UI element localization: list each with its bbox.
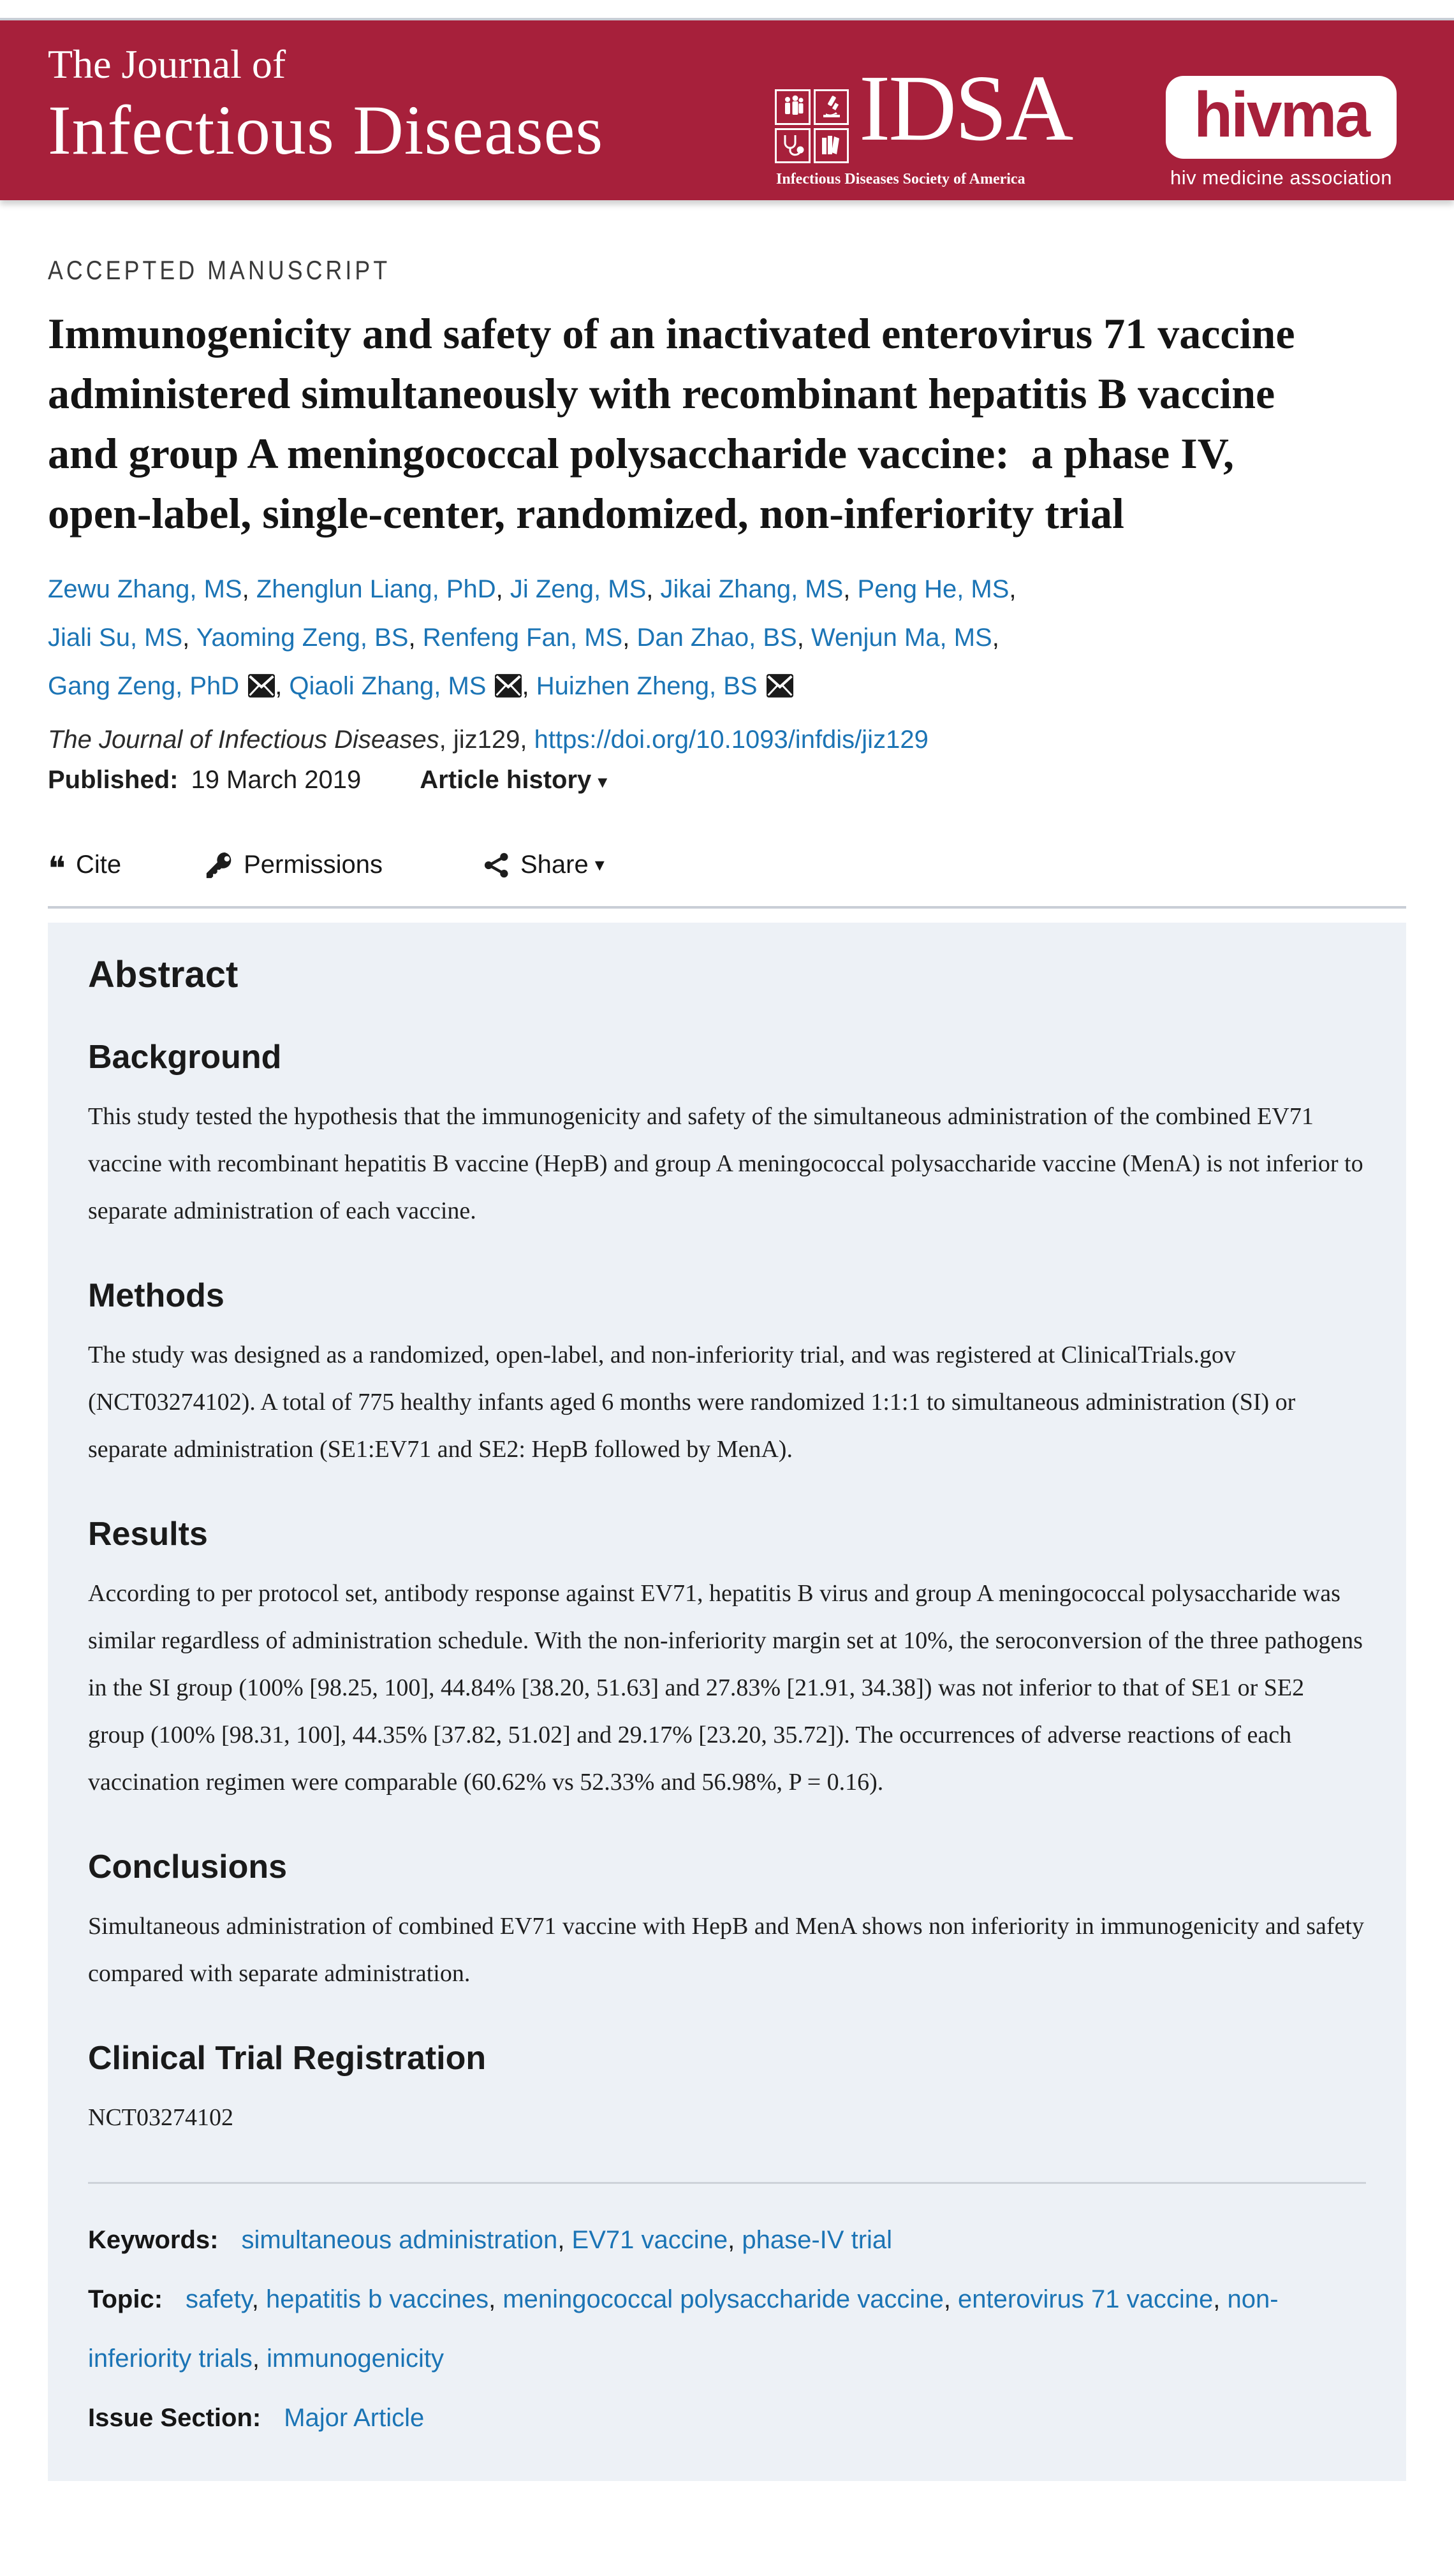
abstract-box [48, 923, 1406, 2481]
author-separator: , [843, 575, 858, 603]
tag-separator: , [488, 2285, 503, 2313]
keywords-row [88, 2211, 1366, 2270]
author-separator: , [496, 575, 510, 603]
issue-section-links [284, 2404, 424, 2432]
hivma-logo-box [1166, 76, 1397, 159]
idsa-books-icon [814, 128, 849, 164]
author-list [48, 565, 1406, 710]
email-icon[interactable] [495, 674, 522, 698]
article-history-toggle[interactable]: Article history ▾ [420, 766, 608, 794]
section-paragraph: According to per protocol set, antibody response against EV71, hepatitis B virus and group A meningococcal polysaccharide was similar regardless of administration schedule. With the non-inferiority margin set at 10%, the seroconversion of the three pathogens in the SI group (100% [98.25, 100], 44.84% [38.20, 51.63] and 27.83% [21.91, 34.38]) was not inferior to that of SE1 or SE2 group (100% [98.31, 100], 44.35% [37.82, 51.02] and 29.17% [23.20, 35.72]). The occurrences of adverse reactions of each vaccination regimen were comparable (60.62% vs 52.33% and 56.98%, P = 0.16). [88, 1580, 1363, 1796]
author-separator: , [797, 624, 811, 652]
section-paragraph: NCT03274102 [88, 2104, 233, 2131]
author-separator: , [992, 624, 999, 652]
topic-row [88, 2270, 1366, 2389]
idsa-acronym: IDSA [859, 56, 1072, 161]
email-icon[interactable] [248, 674, 275, 698]
section-paragraph: The study was designed as a randomized, open-label, and non-inferiority trial, and was registered at ClinicalTrials.gov (NCT03274102). A total of 775 healthy infants aged 6 months were randomized 1:1:1 to simultaneous administration (SI) or separate administration (SE1:EV71 and SE2: HepB followed by MenA). [88, 1342, 1296, 1463]
idsa-microscope-icon [814, 89, 849, 125]
issue-section-label: Issue Section: [88, 2404, 261, 2432]
top-whitespace-bar [0, 0, 1454, 20]
hivma-tagline: hiv medicine association [1170, 166, 1392, 189]
author-separator: , [182, 624, 196, 652]
author-link[interactable]: Yaoming Zeng, BS [196, 624, 409, 652]
author-link[interactable]: Ji Zeng, MS [510, 575, 647, 603]
author-link[interactable]: Qiaoli Zhang, MS [289, 672, 487, 700]
share-button[interactable] [483, 851, 605, 879]
author-link[interactable]: Jikai Zhang, MS [660, 575, 844, 603]
article-title [48, 304, 1406, 543]
quote-icon: ❝ [48, 849, 66, 888]
author-line [48, 613, 1406, 662]
citation-line [48, 726, 1406, 754]
chevron-down-icon: ▾ [594, 854, 605, 875]
idsa-tagline: Infectious Diseases Society of America [776, 171, 1025, 187]
section-heading: Results [88, 1516, 208, 1553]
article-title-line: administered simultaneously with recombinant hepatitis B vaccine [48, 369, 1275, 418]
tag-link[interactable]: safety [186, 2285, 252, 2313]
hivma-logo[interactable] [1166, 76, 1397, 189]
author-separator: , [242, 575, 256, 603]
abstract-heading: Abstract [88, 954, 239, 995]
author-link[interactable]: Peng He, MS [857, 575, 1010, 603]
tag-separator: , [252, 2345, 267, 2373]
section-heading: Clinical Trial Registration [88, 2040, 487, 2077]
idsa-stethoscope-icon [775, 128, 811, 164]
share-label: Share [520, 851, 589, 879]
email-icon[interactable] [767, 674, 793, 698]
author-line [48, 565, 1406, 613]
author-separator: , [1009, 575, 1017, 603]
tag-separator: , [728, 2226, 742, 2254]
issue-section-row [88, 2389, 1366, 2448]
section-heading: Background [88, 1039, 282, 1076]
bottom-whitespace [48, 2481, 1406, 2521]
section-heading: Methods [88, 1277, 224, 1314]
section-heading: Conclusions [88, 1848, 288, 1885]
tag-link[interactable]: phase-IV trial [742, 2226, 893, 2254]
tag-link[interactable]: hepatitis b vaccines [266, 2285, 489, 2313]
author-link[interactable]: Gang Zeng, PhD [48, 672, 240, 700]
author-separator: , [622, 624, 637, 652]
tag-link[interactable]: Major Article [284, 2404, 425, 2432]
tag-link[interactable]: immunogenicity [267, 2345, 444, 2373]
author-link[interactable]: Renfeng Fan, MS [422, 624, 623, 652]
idsa-people-icon [775, 89, 811, 125]
tag-separator: , [943, 2285, 958, 2313]
hivma-wordmark: hivma [1193, 79, 1369, 150]
section-divider [48, 906, 1406, 909]
permissions-button[interactable] [205, 851, 383, 879]
share-icon [483, 852, 510, 879]
journal-banner [0, 20, 1454, 200]
article-title-line: open-label, single-center, randomized, non-inferiority trial [48, 489, 1124, 538]
journal-title-line2: Infectious Diseases [48, 91, 604, 169]
keywords-label: Keywords: [88, 2226, 219, 2254]
author-separator: , [408, 624, 423, 652]
key-icon [205, 851, 233, 879]
chevron-down-icon: ▾ [598, 772, 608, 793]
published-line [48, 766, 1406, 794]
author-separator: , [522, 672, 536, 700]
author-link[interactable]: Zewu Zhang, MS [48, 575, 242, 603]
author-line [48, 662, 1406, 710]
tag-link[interactable]: enterovirus 71 vaccine [958, 2285, 1214, 2313]
tag-link[interactable]: EV71 vaccine [571, 2226, 728, 2254]
author-link[interactable]: Wenjun Ma, MS [811, 624, 992, 652]
tag-separator: , [557, 2226, 572, 2254]
topic-links [88, 2285, 1279, 2373]
section-paragraph: This study tested the hypothesis that the immunogenicity and safety of the simultaneous administration of the combined EV71 vaccine with recombinant hepatitis B vaccine (HepB) and group A meningococcal polysaccharide vaccine (MenA) is not inferior to separate administration of each vaccine. [88, 1103, 1363, 1224]
tag-link[interactable]: meningococcal polysaccharide vaccine [503, 2285, 944, 2313]
section-paragraph: Simultaneous administration of combined EV71 vaccine with HepB and MenA shows non inferiority in immunogenicity and safety compared with separate administration. [88, 1913, 1364, 1987]
topic-label: Topic: [88, 2285, 163, 2313]
author-link[interactable]: Zhenglun Liang, PhD [256, 575, 496, 603]
tag-separator: , [1213, 2285, 1228, 2313]
abstract-footer-divider [88, 2182, 1366, 2184]
published-date: 19 March 2019 [191, 766, 362, 794]
article-toolbar [48, 849, 1406, 888]
cite-button[interactable] [48, 849, 122, 888]
author-separator: , [275, 672, 290, 700]
article-title-line: and group A meningococcal polysaccharide vaccine: a phase IV, [48, 429, 1235, 478]
journal-title-line1: The Journal of [48, 41, 286, 87]
permissions-label: Permissions [244, 851, 383, 879]
tag-link[interactable]: simultaneous administration [241, 2226, 558, 2254]
abstract-sections [88, 1038, 1366, 2141]
journal-title[interactable] [48, 40, 603, 171]
idsa-logo-grid [775, 89, 849, 163]
citation-detail: , jiz129, [439, 726, 534, 754]
article-title-line: Immunogenicity and safety of an inactivated enterovirus 71 vaccine [48, 309, 1295, 358]
keywords-links [242, 2226, 893, 2254]
article-header [0, 255, 1454, 2521]
author-link[interactable]: Dan Zhao, BS [636, 624, 797, 652]
doi-link[interactable]: https://doi.org/10.1093/infdis/jiz129 [534, 726, 929, 754]
author-link[interactable]: Jiali Su, MS [48, 624, 183, 652]
tag-link[interactable]: non-inferiority trials [88, 2285, 1279, 2373]
tag-separator: , [251, 2285, 266, 2313]
citation-journal-name: The Journal of Infectious Diseases [48, 726, 439, 754]
cite-label: Cite [75, 851, 122, 879]
author-link[interactable]: Huizhen Zheng, BS [536, 672, 758, 700]
accepted-manuscript-flag: ACCEPTED MANUSCRIPT [48, 255, 391, 285]
author-separator: , [646, 575, 661, 603]
published-label: Published: [48, 766, 179, 794]
